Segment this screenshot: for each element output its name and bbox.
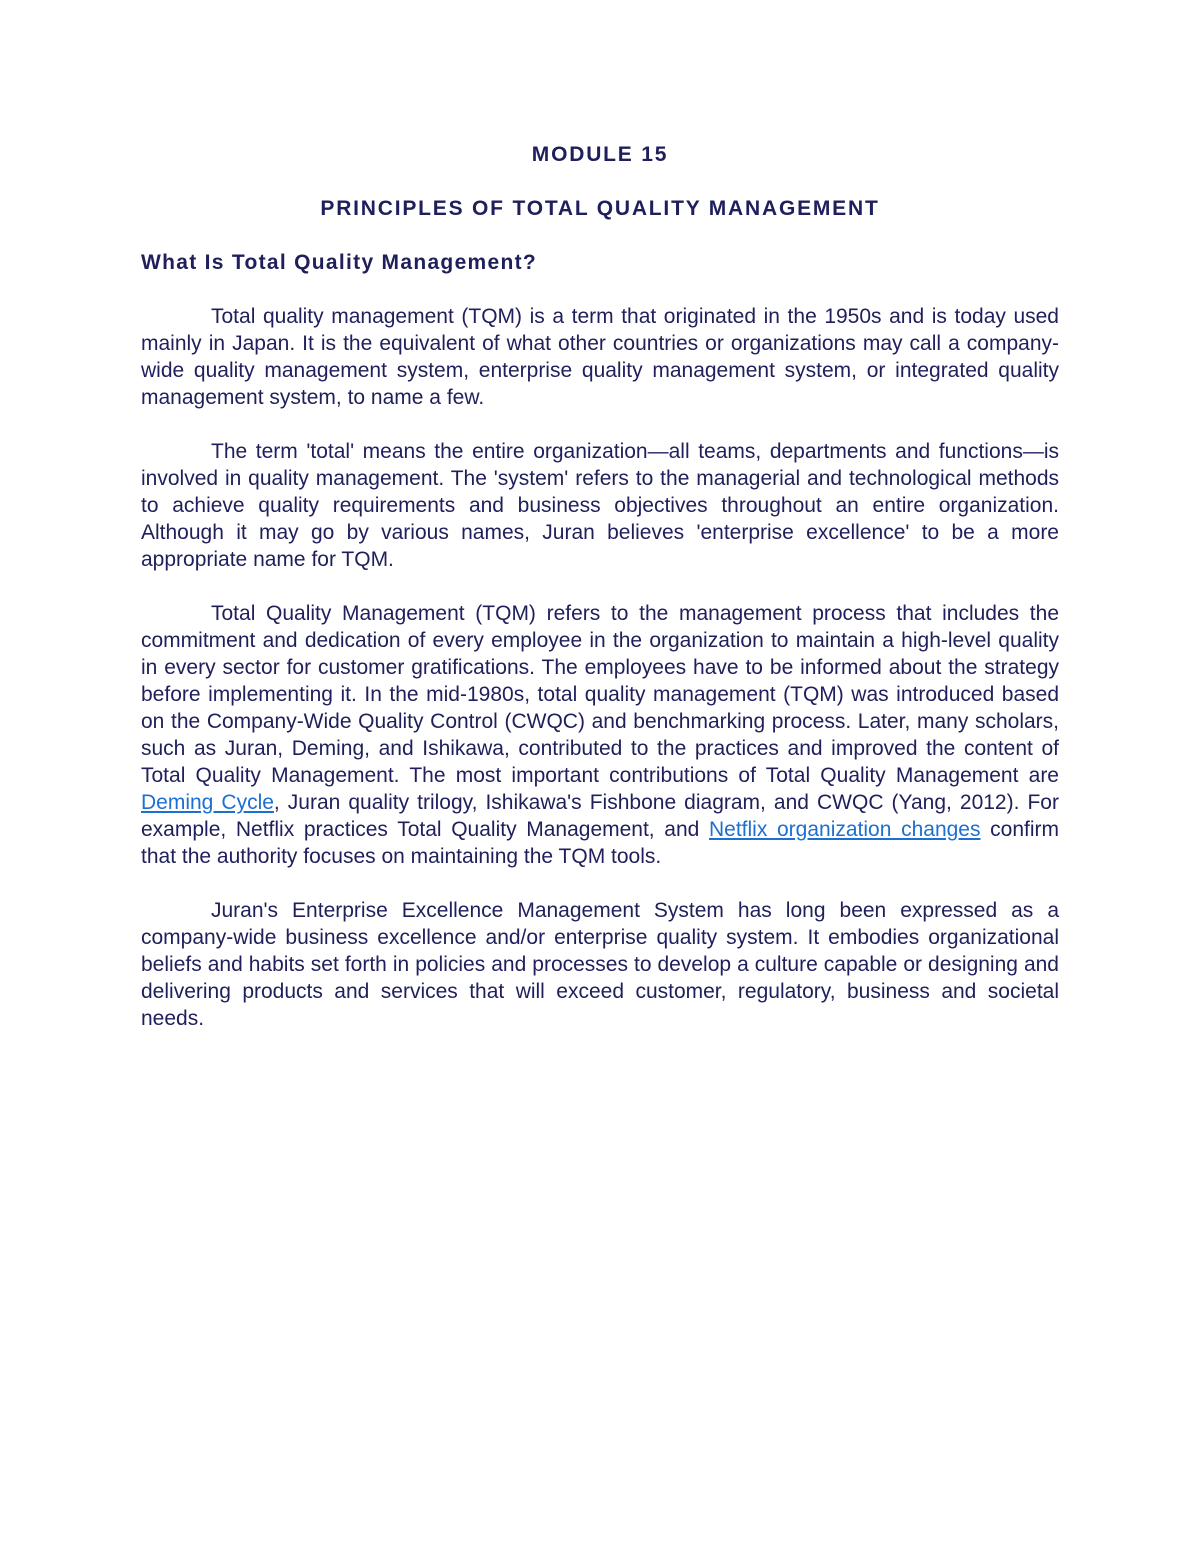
netflix-organization-changes-link[interactable]: Netflix organization changes: [709, 818, 981, 841]
paragraph-text-part: Total Quality Management (TQM) refers to the management process that includes the commitment and dedication of every employee in the organization to maintain a high-level quality in every sector for customer gratifications. The employees have to be informed about the strategy before implementing it. In the mid-1980s, total quality management (TQM) was introduced based on the Company-Wide Quality Control (CWQC) and benchmarking process. Later, many scholars, such as Juran, Deming, and Ishikawa, contributed to the practices and improved the content of Total Quality Management. The most important contributions of Total Quality Management are: [141, 602, 1059, 787]
paragraph-total-meaning: The term 'total' means the entire organization—all teams, departments and functions—is involved in quality management. The 'system' refers to the managerial and technological methods to achieve quality requirements and business objectives throughout an entire organization. Although it may go by various names, Juran believes 'enterprise excellence' to be a more appropriate name for TQM.: [141, 440, 1059, 571]
section-heading: What Is Total Quality Management?: [141, 251, 538, 274]
deming-cycle-link[interactable]: Deming Cycle: [141, 791, 274, 814]
paragraph-juran-system: Juran's Enterprise Excellence Management System has long been expressed as a company-wide business excellence and/or enterprise quality system. It embodies organizational beliefs and habits set forth in policies and processes to develop a culture capable or designing and delivering products and services that will exceed customer, regulatory, business and societal needs.: [141, 899, 1059, 1030]
paragraph-tqm-process: [141, 600, 1059, 870]
paragraph-text-part: confirm that the authority focuses on maintaining the TQM tools.: [141, 818, 1059, 868]
document-title: PRINCIPLES OF TOTAL QUALITY MANAGEMENT: [320, 197, 880, 220]
paragraph-tqm-origin: Total quality management (TQM) is a term that originated in the 1950s and is today used mainly in Japan. It is the equivalent of what other countries or organizations may call a company-wide quality management system, enterprise quality management system, or integrated quality management system, to name a few.: [141, 305, 1059, 409]
document-page: [141, 140, 1059, 1032]
paragraph-text-part: , Juran quality trilogy, Ishikawa's Fishbone diagram, and CWQC (Yang, 2012). For example, Netflix practices Total Quality Management, and: [141, 791, 1059, 841]
module-title: MODULE 15: [531, 143, 669, 166]
